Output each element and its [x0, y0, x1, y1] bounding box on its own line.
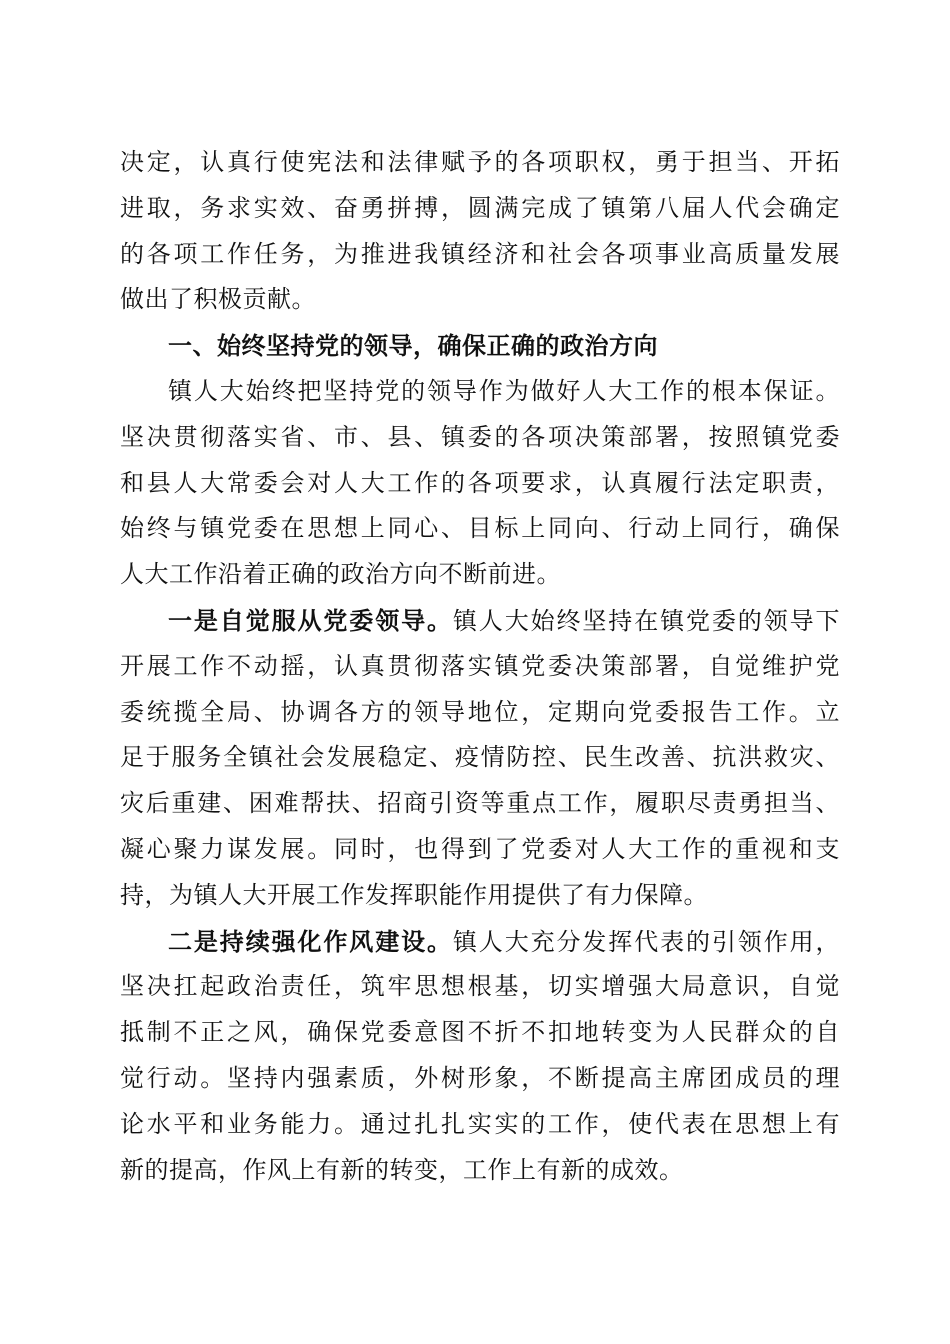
- paragraph-4-line-1: [120, 919, 840, 965]
- paragraph-2-line-4: 始终与镇党委在思想上同心、目标上同向、行动上同行，确保: [120, 514, 840, 543]
- paragraph-2-line-1: 镇人大始终把坚持党的领导作为做好人大工作的根本保证。: [168, 376, 840, 405]
- paragraph-4-lead: 二是持续强化作风建设。: [168, 926, 453, 956]
- paragraph-3-lead: 一是自觉服从党委领导。: [168, 605, 453, 635]
- paragraph-4-line-2: 坚决扛起政治责任，筑牢思想根基，切实增强大局意识，自觉: [120, 972, 840, 1001]
- paragraph-3-line-7: 持，为镇人大开展工作发挥职能作用提供了有力保障。: [120, 880, 708, 909]
- section-heading: 一、始终坚持党的领导，确保正确的政治方向: [168, 331, 658, 361]
- paragraph-3-line-1: [120, 598, 840, 644]
- paragraph-1-line-1: 决定，认真行使宪法和法律赋予的各项职权，勇于担当、开拓: [120, 148, 840, 176]
- paragraph-3-line-3: 委统揽全局、协调各方的领导地位，定期向党委报告工作。立: [120, 697, 840, 726]
- document-body: [120, 140, 840, 1193]
- paragraph-2-line-2: 坚决贯彻落实省、市、县、镇委的各项决策部署，按照镇党委: [120, 422, 840, 451]
- paragraph-2-line-3: 和县人大常委会对人大工作的各项要求，认真履行法定职责，: [120, 468, 840, 497]
- paragraph-4-line-1-text: 镇人大充分发挥代表的引领作用，: [452, 927, 841, 956]
- paragraph-4-line-3: 抵制不正之风，确保党委意图不折不扣地转变为人民群众的自: [120, 1018, 840, 1047]
- paragraph-1-line-2: 进取，务求实效、奋勇拼搏，圆满完成了镇第八届人代会确定: [120, 193, 840, 222]
- paragraph-3-line-4: 足于服务全镇社会发展稳定、疫情防控、民生改善、抗洪救灾、: [120, 743, 840, 772]
- paragraph-3-line-1-text: 镇人大始终坚持在镇党委的领导下: [452, 606, 841, 635]
- paragraph-1-line-4: 做出了积极贡献。: [120, 285, 316, 314]
- paragraph-4-line-6: 新的提高，作风上有新的转变，工作上有新的成效。: [120, 1155, 684, 1184]
- paragraph-3-line-2: 开展工作不动摇，认真贯彻落实镇党委决策部署，自觉维护党: [120, 651, 840, 680]
- paragraph-3-line-5: 灾后重建、困难帮扶、招商引资等重点工作，履职尽责勇担当、: [120, 789, 840, 818]
- paragraph-2-line-5: 人大工作沿着正确的政治方向不断前进。: [120, 560, 561, 589]
- paragraph-1-line-3: 的各项工作任务，为推进我镇经济和社会各项事业高质量发展: [120, 239, 840, 268]
- paragraph-4-line-4: 觉行动。坚持内强素质，外树形象，不断提高主席团成员的理: [120, 1063, 840, 1092]
- paragraph-4-line-5: 论水平和业务能力。通过扎扎实实的工作，使代表在思想上有: [120, 1109, 840, 1138]
- paragraph-3-line-6: 凝心聚力谋发展。同时，也得到了党委对人大工作的重视和支: [120, 834, 840, 863]
